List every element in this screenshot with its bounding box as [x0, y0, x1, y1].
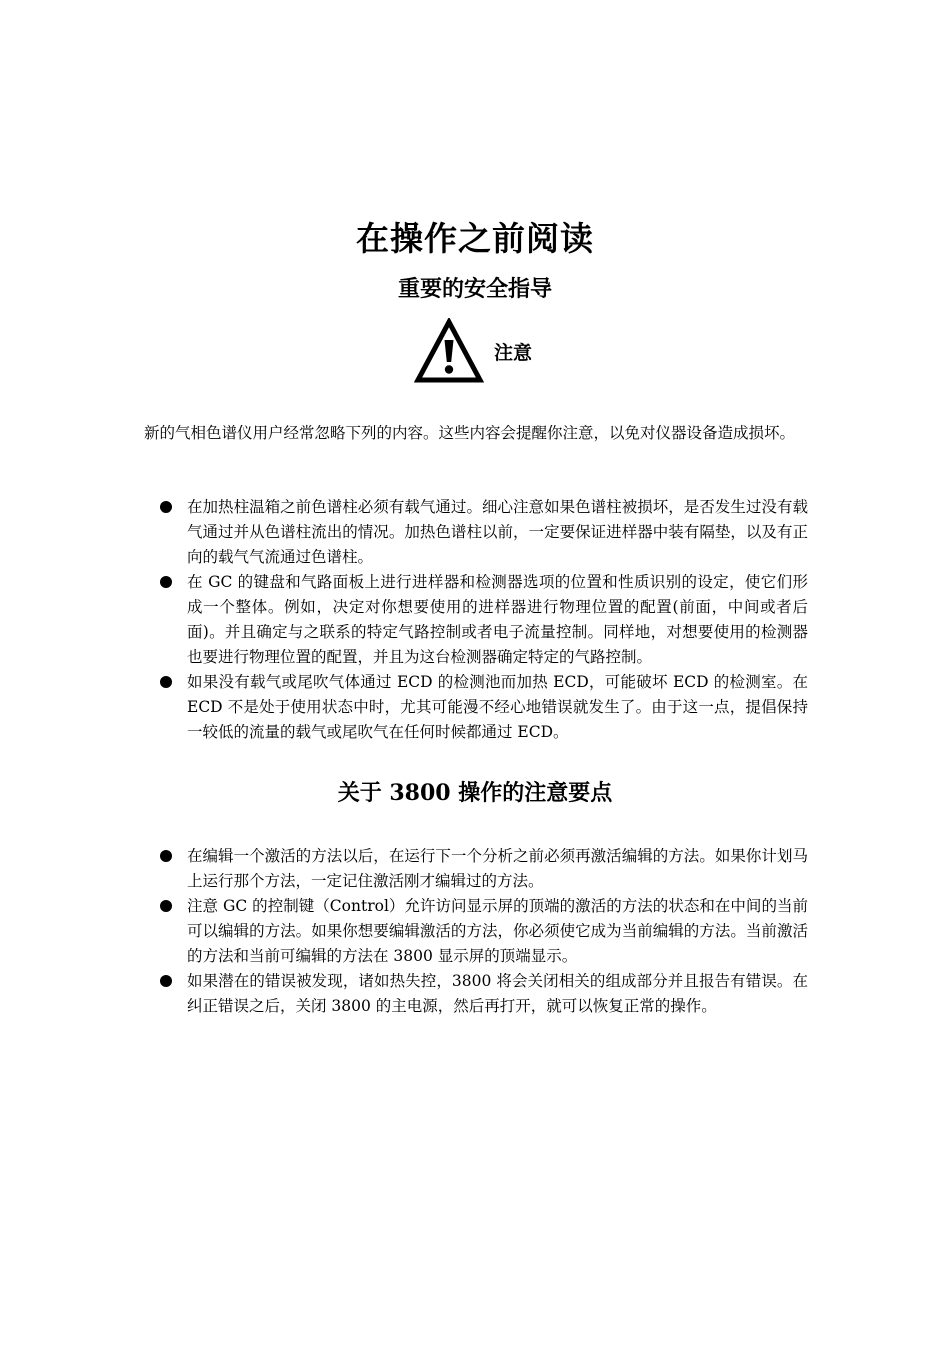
- page-subtitle: 重要的安全指导: [397, 276, 552, 302]
- list-item-text: 在 GC 的键盘和气路面板上进行进样器和检测器选项的位置和性质识别的设定，使它们形成一个整体。例如，决定对你想要使用的进样器进行物理位置的配置(前面，中间或者后面)。并且确定与之联系的特定气路控制或者电子流量控制。同样地，对想要使用的检测器也要进行物理位置的配置，并且为这台检测器确定特定的气路控制。: [187, 573, 808, 666]
- bullet-icon: [160, 900, 172, 912]
- bullet-icon: [160, 576, 172, 588]
- operation-list: [144, 844, 808, 1019]
- list-item: [144, 969, 808, 1019]
- list-item-text: 在编辑一个激活的方法以后，在运行下一个分析之前必须再激活编辑的方法。如果你计划马上运行那个方法，一定记住激活刚才编辑过的方法。: [187, 847, 808, 890]
- bullet-icon: [160, 975, 172, 987]
- bullet-icon: [160, 676, 172, 688]
- list-item-text: 如果没有载气或尾吹气体通过 ECD 的检测池而加热 ECD，可能破坏 ECD 的检测室。在 ECD 不是处于使用状态中时，尤其可能漫不经心地错误就发生了。由于这一点，提倡保持一较低的流量的载气或尾吹气在任何时候都通过 ECD。: [187, 673, 808, 741]
- bullet-icon: [160, 501, 172, 513]
- safety-list: [144, 495, 808, 745]
- intro-paragraph: 新的气相色谱仪用户经常忽略下列的内容。这些内容会提醒你注意，以免对仪器设备造成损坏。: [144, 424, 796, 442]
- list-item: [144, 894, 808, 969]
- bullet-icon: [160, 850, 172, 862]
- caution-block: [414, 318, 554, 384]
- list-item: [144, 844, 808, 894]
- section-heading: 关于 3800 操作的注意要点: [337, 780, 613, 806]
- warning-triangle-icon: [414, 318, 484, 384]
- list-item: [144, 495, 808, 570]
- list-item-text: 注意 GC 的控制键（Control）允许访问显示屏的顶端的激活的方法的状态和在中间的当前可以编辑的方法。如果你想要编辑激活的方法，你必须使它成为当前编辑的方法。当前激活的方法和当前可编辑的方法在 3800 显示屏的顶端显示。: [187, 897, 808, 965]
- list-item: [144, 570, 808, 670]
- list-item-text: 如果潜在的错误被发现，诸如热失控，3800 将会关闭相关的组成部分并且报告有错误。在纠正错误之后，关闭 3800 的主电源，然后再打开，就可以恢复正常的操作。: [187, 972, 808, 1015]
- page-title: 在操作之前阅读: [356, 219, 594, 258]
- list-item: [144, 670, 808, 745]
- list-item-text: 在加热柱温箱之前色谱柱必须有载气通过。细心注意如果色谱柱被损坏，是否发生过没有载气通过并从色谱柱流出的情况。加热色谱柱以前，一定要保证进样器中装有隔垫，以及有正向的载气气流通过色谱柱。: [187, 498, 808, 566]
- caution-label: 注意: [494, 342, 533, 364]
